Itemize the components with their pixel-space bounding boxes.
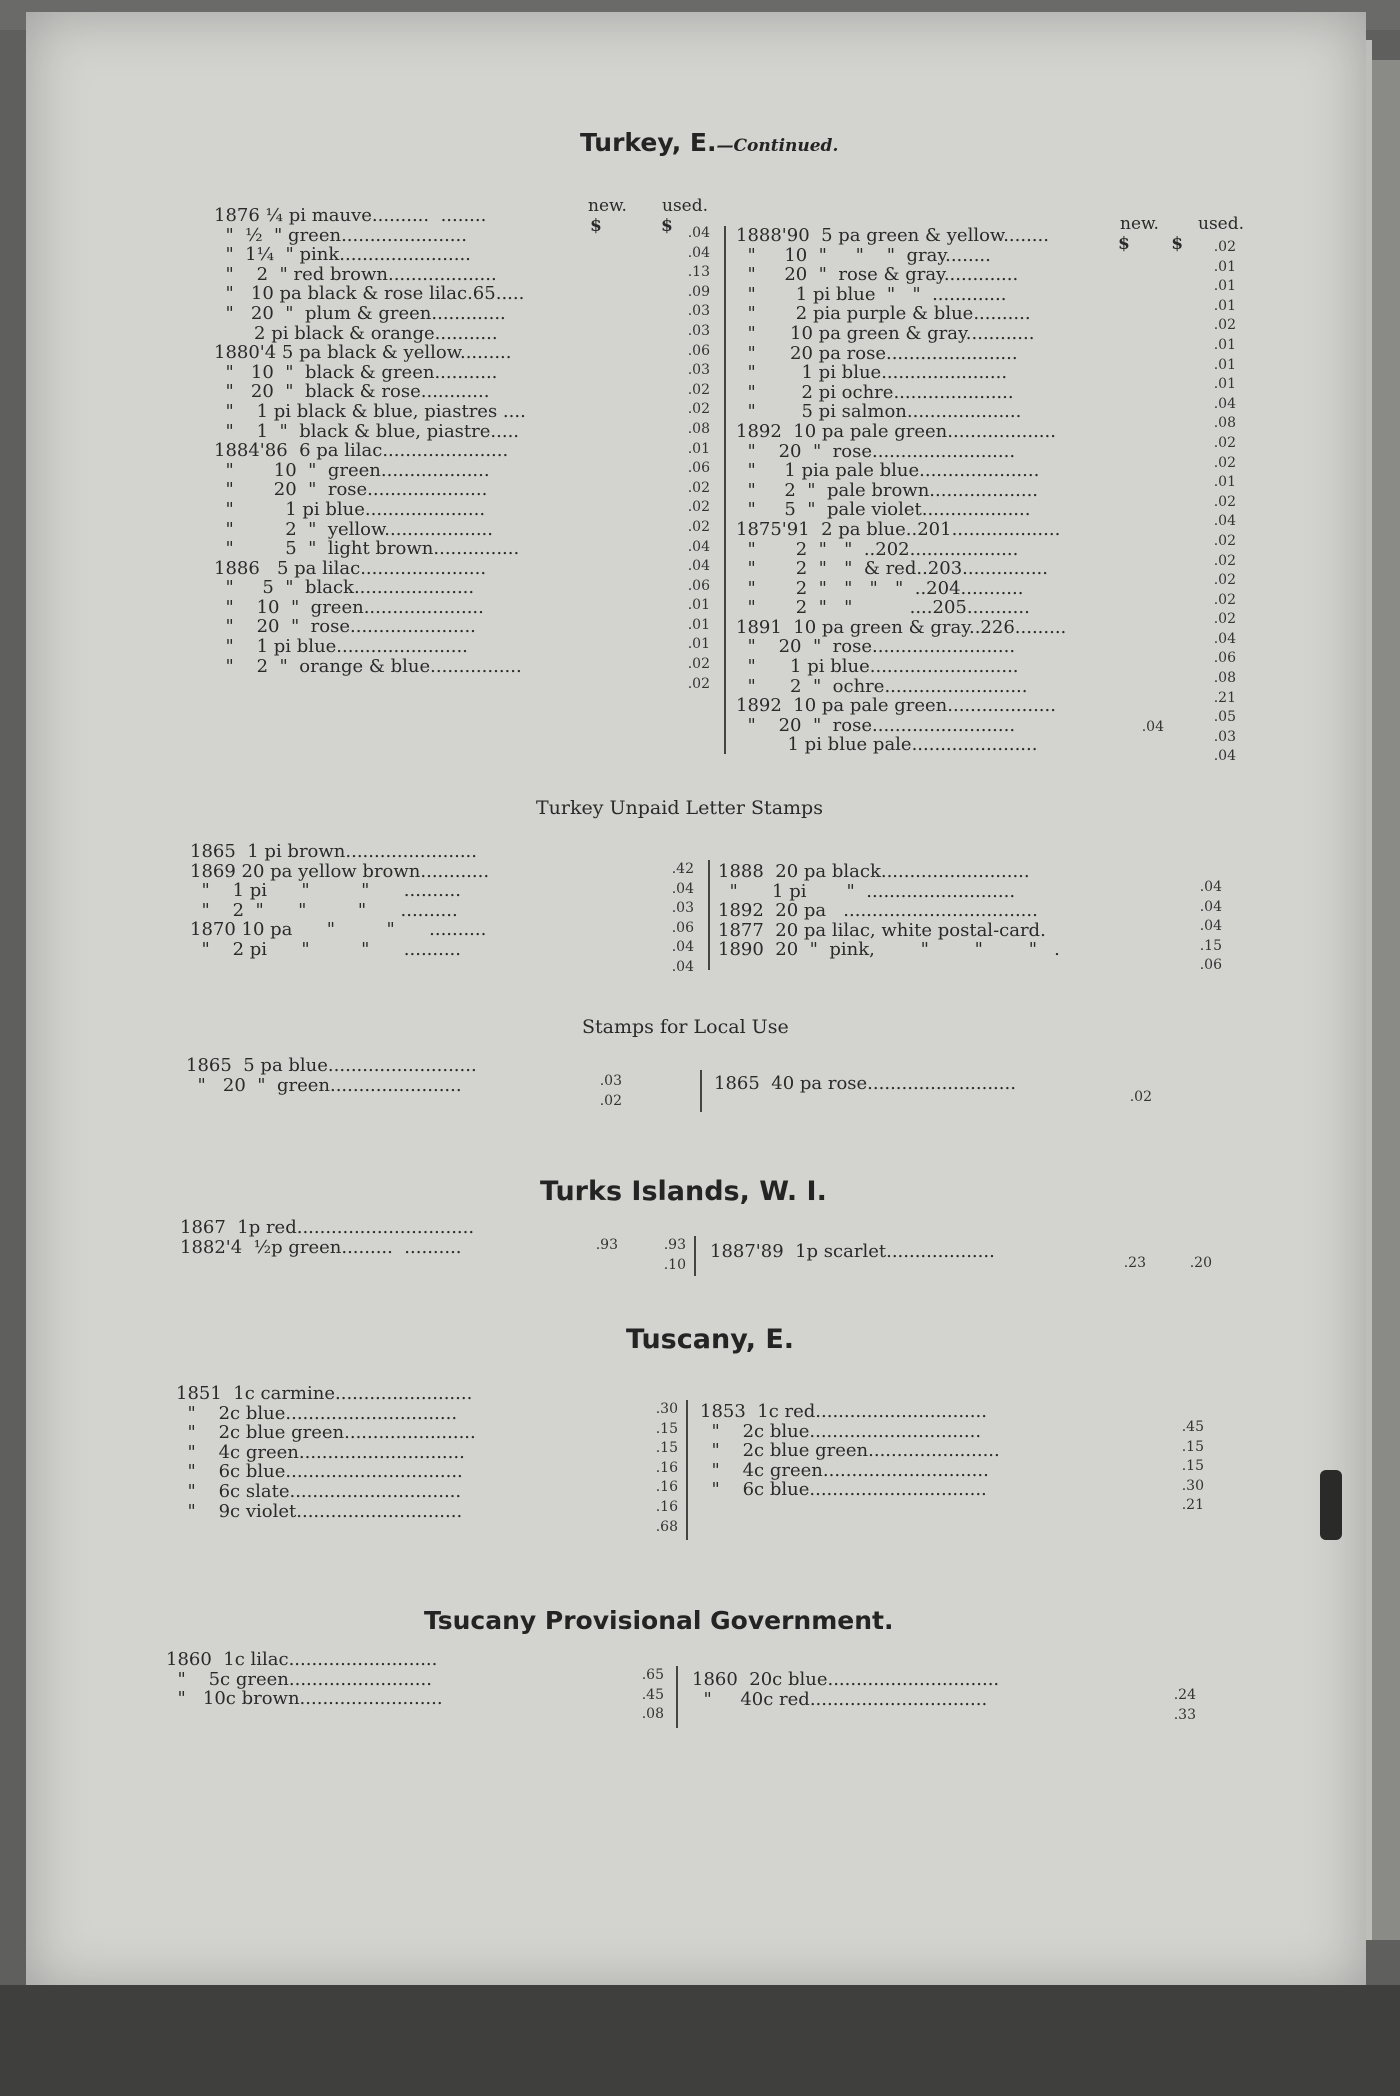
stamp-entry: " 20 " rose...................... xyxy=(214,616,476,638)
stamp-entry: " 10c brown......................... xyxy=(166,1688,443,1710)
stamp-entry: 1884'86 6 pa lilac...................... xyxy=(214,440,509,462)
used-price: .05 xyxy=(1213,709,1236,726)
stamp-entry: " 2 " yellow................... xyxy=(214,518,493,540)
used-price: .03 xyxy=(671,900,694,917)
tuscany-left-used-values xyxy=(644,1400,678,1537)
used-price: .01 xyxy=(1213,376,1236,393)
stamp-entry: " 5 " light brown............... xyxy=(214,538,520,560)
used-price: .02 xyxy=(687,479,710,496)
stamp-entry: " 1 pia pale blue..................... xyxy=(736,460,1040,482)
used-price: .02 xyxy=(1213,317,1236,334)
turkey-right-header-new: new. xyxy=(1120,214,1159,234)
stamp-entry: 1888'90 5 pa green & yellow........ xyxy=(736,225,1049,246)
used-price: .30 xyxy=(655,1401,678,1417)
used-price: .33 xyxy=(1173,1706,1196,1723)
used-price: .01 xyxy=(1213,278,1236,295)
used-price: .01 xyxy=(1213,258,1236,275)
used-price: .04 xyxy=(687,558,710,575)
used-price: .02 xyxy=(1213,493,1236,510)
stamp-entry: " 1 pi blue..................... xyxy=(214,498,486,520)
stamp-entry: 1890 20 " pink, " " " . xyxy=(718,939,1060,961)
used-price: .06 xyxy=(687,460,710,477)
used-price: .02 xyxy=(687,518,710,535)
stamp-entry: 1865 5 pa blue.......................... xyxy=(186,1055,477,1076)
used-price: .45 xyxy=(1181,1419,1204,1435)
column-divider xyxy=(676,1666,678,1728)
turks-right-line: 1887'89 1p scarlet................... xyxy=(710,1241,995,1262)
stamp-entry: 2 pi black & orange........... xyxy=(214,322,498,344)
stamp-entry: " 2c blue.............................. xyxy=(700,1420,982,1442)
section-title-provisional: Tsucany Provisional Government. xyxy=(424,1606,894,1635)
used-price: .02 xyxy=(1213,572,1236,589)
stamp-entry: 1870 10 pa " " .......... xyxy=(190,919,487,941)
used-price: .02 xyxy=(1213,532,1236,549)
column-divider xyxy=(686,1400,688,1540)
used-price: .01 xyxy=(1213,474,1236,491)
local-right-line: 1865 40 pa rose.......................... xyxy=(714,1073,1016,1094)
stamp-entry: " 20 pa rose....................... xyxy=(736,342,1018,364)
stamp-entry: " 10 pa black & rose lilac.65..... xyxy=(214,283,525,305)
stamp-entry: " 40c red............................... xyxy=(692,1688,988,1710)
stamp-entry: " 2 " pale brown................... xyxy=(736,479,1039,501)
used-price: .65 xyxy=(641,1667,664,1683)
stamp-entry: " 1 pi blue...................... xyxy=(736,362,1008,384)
section-title-tuscany: Tuscany, E. xyxy=(626,1324,795,1355)
local-left-list xyxy=(186,1056,477,1095)
stamp-entry: " 2 pi ochre..................... xyxy=(736,381,1014,403)
used-price: .16 xyxy=(655,1479,678,1496)
turkey-left-header-new: new. xyxy=(588,196,627,216)
stamp-entry: " 10 " black & green........... xyxy=(214,361,498,383)
provisional-left-list xyxy=(166,1650,443,1709)
stamp-entry: 1882'4 ½p green......... .......... xyxy=(180,1236,462,1258)
used-price: .01 xyxy=(1213,356,1236,373)
provisional-left-used-values xyxy=(630,1666,664,1725)
used-price: .02 xyxy=(1213,239,1236,255)
used-price: .10 xyxy=(663,1256,686,1273)
used-price: .03 xyxy=(599,1073,622,1089)
stamp-entry: 1851 1c carmine........................ xyxy=(176,1383,473,1404)
stamp-entry: " 2 " " " .......... xyxy=(190,899,458,921)
stamp-entry: 1860 20c blue.............................. xyxy=(692,1669,1000,1690)
unpaid-right-used-values xyxy=(1186,878,1222,976)
turks-left-list xyxy=(180,1218,474,1257)
stamp-entry: " 2 " " & red..203............... xyxy=(736,558,1048,580)
stamp-entry: " 10 " green................... xyxy=(214,459,490,481)
stamp-entry: 1891 10 pa green & gray..226......... xyxy=(736,616,1067,638)
used-price: .04 xyxy=(1199,898,1222,915)
used-price: .06 xyxy=(671,919,694,936)
stamp-entry: " 6c blue............................... xyxy=(700,1479,987,1501)
stamp-entry: " 2 " red brown................... xyxy=(214,263,497,285)
stamp-entry: " 20 " rose & gray............. xyxy=(736,264,1019,286)
column-divider xyxy=(708,860,710,970)
stamp-entry: " 20 " plum & green............. xyxy=(214,302,506,324)
stamp-entry: " 20 " rose......................... xyxy=(736,714,1016,736)
stamp-entry: " 5 " black..................... xyxy=(214,577,475,599)
stamp-entry: 1 pi blue pale...................... xyxy=(736,734,1038,756)
used-price: .01 xyxy=(687,636,710,653)
tuscany-right-list xyxy=(700,1402,1000,1500)
stamp-entry: " 10 pa green & gray............ xyxy=(736,322,1035,344)
section-title-turks: Turks Islands, W. I. xyxy=(540,1176,827,1207)
used-price: .01 xyxy=(687,616,710,633)
stamp-entry: " 20 " rose......................... xyxy=(736,636,1016,658)
stamp-entry: " 6c blue............................... xyxy=(176,1461,463,1483)
stamp-entry: " 10 " green..................... xyxy=(214,596,484,618)
stamp-entry: 1869 20 pa yellow brown............ xyxy=(190,860,490,882)
section-title-unpaid: Turkey Unpaid Letter Stamps xyxy=(536,797,823,819)
stamp-entry: 1875'91 2 pa blue..201................... xyxy=(736,518,1061,540)
stamp-entry: " 1 pi " .......................... xyxy=(718,880,1016,902)
turkey-left-list xyxy=(214,206,526,676)
stamp-entry: " 9c violet............................. xyxy=(176,1500,463,1522)
stamp-entry: " 1¼ " pink....................... xyxy=(214,244,471,266)
unpaid-left-used-values xyxy=(660,860,694,978)
used-price: .04 xyxy=(671,958,694,975)
turkey-left-header-used: used. xyxy=(662,196,709,216)
stamp-entry: " 10 " " " gray........ xyxy=(736,244,991,266)
turkey-right-header-dollars: $ $ xyxy=(1118,234,1184,254)
used-price: .06 xyxy=(1213,650,1236,667)
turkey-left-used-values xyxy=(680,224,710,694)
used-price: .15 xyxy=(1199,937,1222,954)
used-price: .03 xyxy=(1213,728,1236,745)
used-price: .08 xyxy=(687,420,710,437)
stamp-entry: " 2 " " ....205........... xyxy=(736,597,1030,619)
turks-right-used-value: .20 xyxy=(1189,1255,1212,1271)
used-price: .04 xyxy=(1199,879,1222,895)
provisional-right-used-values xyxy=(1162,1686,1196,1725)
used-price: .04 xyxy=(1213,395,1236,412)
used-price: .04 xyxy=(687,225,710,241)
used-price: .04 xyxy=(1213,513,1236,530)
used-price: .09 xyxy=(687,283,710,300)
used-price: .02 xyxy=(599,1092,622,1109)
used-price: .15 xyxy=(655,1440,678,1457)
used-price: .06 xyxy=(687,342,710,359)
used-price: .21 xyxy=(1181,1497,1204,1514)
turks-right-new-value: .23 xyxy=(1123,1255,1146,1271)
tuscany-left-list xyxy=(176,1384,476,1521)
used-price: .02 xyxy=(687,675,710,692)
used-price: .30 xyxy=(1181,1477,1204,1494)
turkey-left-header-dollars: $ $ xyxy=(590,216,673,236)
used-price: .03 xyxy=(687,322,710,339)
stamp-entry: " 2 " orange & blue................ xyxy=(214,655,522,677)
stamp-entry: " 4c green............................. xyxy=(176,1441,465,1463)
stamp-entry: " 2 " ochre......................... xyxy=(736,675,1028,697)
used-price: .15 xyxy=(1181,1458,1204,1475)
section-title-local: Stamps for Local Use xyxy=(582,1016,789,1038)
used-price: .68 xyxy=(655,1518,678,1535)
used-price: .16 xyxy=(655,1498,678,1515)
used-price: .04 xyxy=(1199,918,1222,935)
used-price: .04 xyxy=(671,939,694,956)
stamp-entry: 1888 20 pa black.......................... xyxy=(718,861,1030,882)
local-left-used-values xyxy=(592,1072,622,1111)
stamp-entry: 1865 1 pi brown....................... xyxy=(190,841,477,862)
stamp-entry: " 4c green............................. xyxy=(700,1459,989,1481)
stamp-entry: " 1 " black & blue, piastre..... xyxy=(214,420,520,442)
stamp-entry: " 6c slate.............................. xyxy=(176,1480,462,1502)
used-price: .04 xyxy=(1213,630,1236,647)
stamp-entry: 1886 5 pa lilac...................... xyxy=(214,557,487,579)
used-price: .02 xyxy=(1213,454,1236,471)
stamp-entry: " 1 pi " " .......... xyxy=(190,880,461,902)
stamp-entry: 1876 ¼ pi mauve.......... ........ xyxy=(214,205,487,226)
used-price: .02 xyxy=(687,656,710,673)
tuscany-right-used-values xyxy=(1170,1418,1204,1516)
provisional-right-list xyxy=(692,1670,999,1709)
used-price: .02 xyxy=(1213,552,1236,569)
stamp-entry: " 5 " pale violet................... xyxy=(736,499,1031,521)
used-price: .04 xyxy=(687,538,710,555)
stamp-entry: " 2c blue green....................... xyxy=(700,1440,1000,1462)
used-price: .01 xyxy=(687,440,710,457)
used-price: .04 xyxy=(671,880,694,897)
used-price: .16 xyxy=(655,1459,678,1476)
used-price: .06 xyxy=(687,577,710,594)
stamp-entry: " 1 pi blue " " ............. xyxy=(736,283,1007,305)
used-price: .02 xyxy=(1213,434,1236,451)
used-price: .08 xyxy=(641,1706,664,1723)
used-price: .45 xyxy=(641,1686,664,1703)
unpaid-right-list xyxy=(718,862,1060,960)
stamp-entry: " 20 " rose......................... xyxy=(736,440,1016,462)
used-price: .04 xyxy=(1213,748,1236,765)
stamp-entry: " ½ " green...................... xyxy=(214,224,467,246)
column-divider xyxy=(724,226,726,754)
used-price: .04 xyxy=(687,244,710,261)
used-price: .13 xyxy=(687,264,710,281)
used-price: .02 xyxy=(1213,611,1236,628)
stamp-entry: " 2 " " " " ..204........... xyxy=(736,577,1024,599)
used-price: .01 xyxy=(1213,336,1236,353)
used-price: .01 xyxy=(687,597,710,614)
stamp-entry: " 2 pia purple & blue.......... xyxy=(736,303,1031,325)
stamp-entry: " 20 " green....................... xyxy=(186,1074,462,1096)
binding-clip xyxy=(1320,1470,1342,1540)
used-price: .01 xyxy=(1213,297,1236,314)
stamp-entry: 1892 10 pa pale green................... xyxy=(736,420,1056,442)
stamp-entry: " 5 pi salmon.................... xyxy=(736,401,1022,423)
column-divider xyxy=(694,1236,696,1276)
used-price: .06 xyxy=(1199,957,1222,974)
stamp-entry: " 20 " black & rose............ xyxy=(214,381,490,403)
used-price: .02 xyxy=(1213,591,1236,608)
local-right-used-value: .02 xyxy=(1129,1089,1152,1105)
used-price: .42 xyxy=(671,861,694,877)
turkey-right-list xyxy=(736,226,1066,755)
stamp-entry: 1880'4 5 pa black & yellow......... xyxy=(214,342,512,364)
used-price: .03 xyxy=(687,362,710,379)
stamp-entry: " 2 pi " " .......... xyxy=(190,938,461,960)
stamp-entry: 1853 1c red.............................. xyxy=(700,1401,987,1422)
turkey-right-used-values xyxy=(1200,238,1236,767)
stamp-entry: " 2c blue green....................... xyxy=(176,1422,476,1444)
stamp-entry: " 20 " rose..................... xyxy=(214,479,488,501)
turks-left-used-values xyxy=(656,1236,686,1275)
stamp-entry: " 2 " " ..202................... xyxy=(736,538,1019,560)
used-price: .08 xyxy=(1213,670,1236,687)
stamp-entry: " 1 pi blue.......................... xyxy=(736,656,1019,678)
used-price: .02 xyxy=(687,401,710,418)
unpaid-left-list xyxy=(190,842,489,960)
stamp-entry: " 5c green......................... xyxy=(166,1668,432,1690)
turkey-continued-label: —Continued. xyxy=(716,136,839,156)
used-price: .03 xyxy=(687,303,710,320)
stamp-entry: 1860 1c lilac.......................... xyxy=(166,1649,438,1670)
stamp-entry: 1867 1p red............................... xyxy=(180,1217,475,1238)
stamp-entry: 1892 10 pa pale green................... xyxy=(736,695,1056,717)
used-price: .02 xyxy=(687,381,710,398)
background-bottom xyxy=(0,1985,1400,2096)
stamp-entry: " 2c blue.............................. xyxy=(176,1402,458,1424)
turkey-title-text: Turkey, E. xyxy=(580,128,717,157)
turkey-right-new-value: .04 xyxy=(1141,719,1164,735)
used-price: .02 xyxy=(687,499,710,516)
used-price: .15 xyxy=(1181,1438,1204,1455)
stamp-entry: " 1 pi black & blue, piastres .... xyxy=(214,400,526,422)
stamp-entry: 1877 20 pa lilac, white postal-card. xyxy=(718,919,1046,941)
used-price: .15 xyxy=(655,1420,678,1437)
turks-left-new-value: .93 xyxy=(595,1237,618,1253)
stamp-entry: 1892 20 pa .................................. xyxy=(718,900,1038,922)
used-price: .93 xyxy=(663,1237,686,1253)
used-price: .24 xyxy=(1173,1687,1196,1703)
turkey-right-header-used: used. xyxy=(1198,214,1245,234)
used-price: .21 xyxy=(1213,689,1236,706)
column-divider xyxy=(700,1070,702,1112)
section-title-turkey xyxy=(580,128,838,157)
used-price: .08 xyxy=(1213,415,1236,432)
stamp-entry: " 1 pi blue....................... xyxy=(214,636,468,658)
